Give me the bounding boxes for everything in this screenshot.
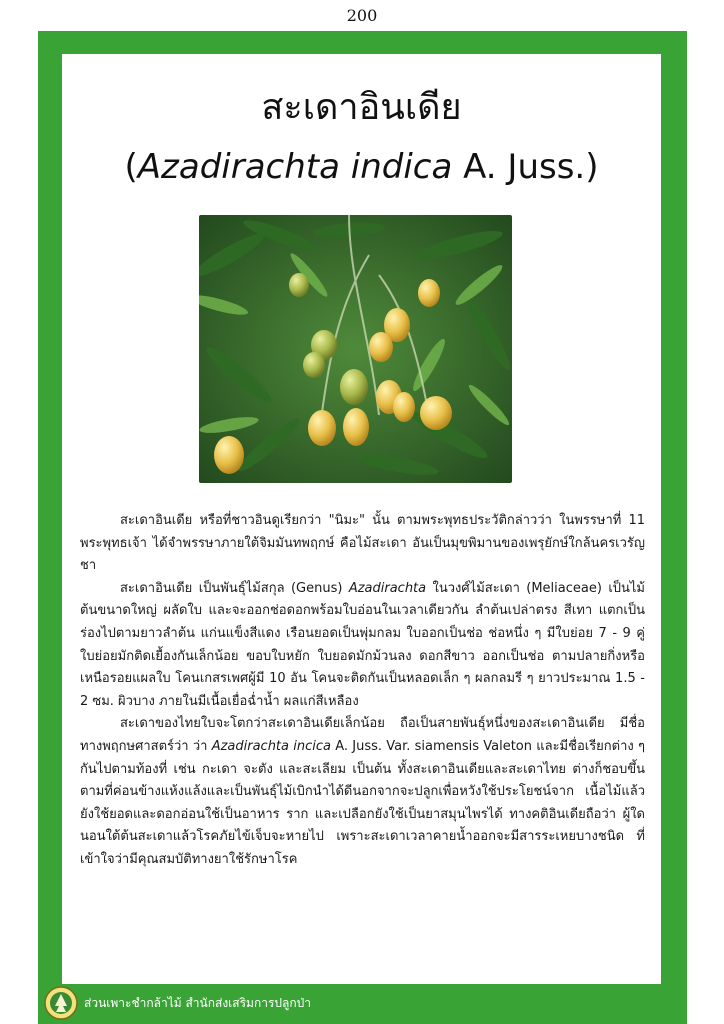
author-name: A. Juss.: [452, 147, 586, 187]
article-body: [80, 510, 645, 872]
page-number: 200: [346, 6, 378, 25]
genus-name: Azadirachta: [348, 580, 427, 596]
scientific-name: Azadirachta indica: [137, 147, 453, 187]
footer-text: ส่วนเพาะชำกล้าไม้ สำนักส่งเสริมการปลูกป่า: [84, 996, 311, 1010]
paragraph-1: สะเดาอินเดีย หรือที่ชาวอินดูเรียกว่า "นิมะ" นั้น ตามพระพุทธประวัติกล่าวว่า ในพรรษาที่ 11 พระพุทธเจ้า ได้จำพรรษาภายใต้จิมมันทพฤกษ์ คือไม้สะเดา อันเป็นมุขพิมานของเพรุยักษ์ใกล้นครเวรัญชา: [80, 513, 645, 574]
forestry-department-logo-icon: [44, 986, 78, 1020]
paragraph-2: [80, 578, 645, 714]
paragraph-3: [80, 713, 645, 871]
paragraph-3-text-b: A. Juss. Var. siamensis Valeton และมีชื่อเรียกต่าง ๆ กันไปตามท้องที่ เช่น กะเดา จะตัง และสะเลียม เป็นต้น ทั้งสะเดาอินเดียและสะเดาไทย ต่างก็ชอบขึ้นตามที่ค่อนข้างแห้งแล้งและเป็นพันธุ์ไม้เบิกนำได้ดีนอกจากจะปลูกเพื่อหวังใช้ประโยชน์จาก เนื้อไม้แล้ว ยังใช้ยอดและดอกอ่อนใช้เป็นอาหาร ราก และเปลือกยังใช้เป็นยาสมุนไพรได้ ทางคติอินเดียถือว่า ผู้ใดนอนใต้ต้นสะเดาแล้วโรคภัยไข้เจ็บจะหายไป เพราะสะเดาเวลาคายน้ำออกจะมีสารระเหยบางชนิด ที่เข้าใจว่ามีคุณสมบัติทางยาใช้รักษาโรค: [80, 738, 645, 867]
variety-scientific-name: Azadirachta incica: [211, 738, 331, 754]
paragraph-2-text-a: สะเดาอินเดีย เป็นพันธุ์ไม้สกุล (Genus): [120, 580, 349, 596]
paragraph-2-text-b: ในวงศ์ไม้สะเดา (Meliaceae) เป็นไม้ต้นขนาดใหญ่ ผลัดใบ และจะออกช่อดอกพร้อมใบอ่อนในเวลาเดียวกัน ลำต้นเปล่าตรง สีเทา แตกเป็นร่องไปตามยาวลำต้น แก่นแข็งสีแดง เรือนยอดเป็นพุ่มกลม ใบออกเป็นช่อ ช่อหนึ่ง ๆ มีใบย่อย 7 - 9 คู่ ใบย่อยมักติดเยื้องกันเล็กน้อย ขอบใบหยัก ใบยอดมักม้วนลง ดอกสีขาว ออกเป็นช่อ ตามปลายกิ่งหรือเหนือรอยแผลใบ โคนเกสรเพศผู้มี 10 อัน โคนจะติดกันเป็นหลอดเล็ก ๆ ผลกลมรี ๆ ยาวประมาณ 1.5 - 2 ซม. ผิวบาง ภายในมีเนื้อเยื่อฉ่ำน้ำ ผลแก่สีเหลือง: [80, 580, 646, 709]
scientific-title: [62, 145, 661, 189]
paragraph-3-text-a: สะเดาของไทยใบจะโตกว่าสะเดาอินเดียเล็กน้อย ถือเป็นสายพันธุ์หนึ่งของสะเดาอินเดีย มีชื่อทางพฤกษศาสตร์ว่า ว่า: [80, 716, 645, 754]
paren-close: ): [585, 147, 599, 187]
paren-open: (: [124, 147, 138, 187]
neem-fruit-photo: [199, 215, 512, 483]
thai-title: สะเดาอินเดีย: [261, 87, 462, 128]
